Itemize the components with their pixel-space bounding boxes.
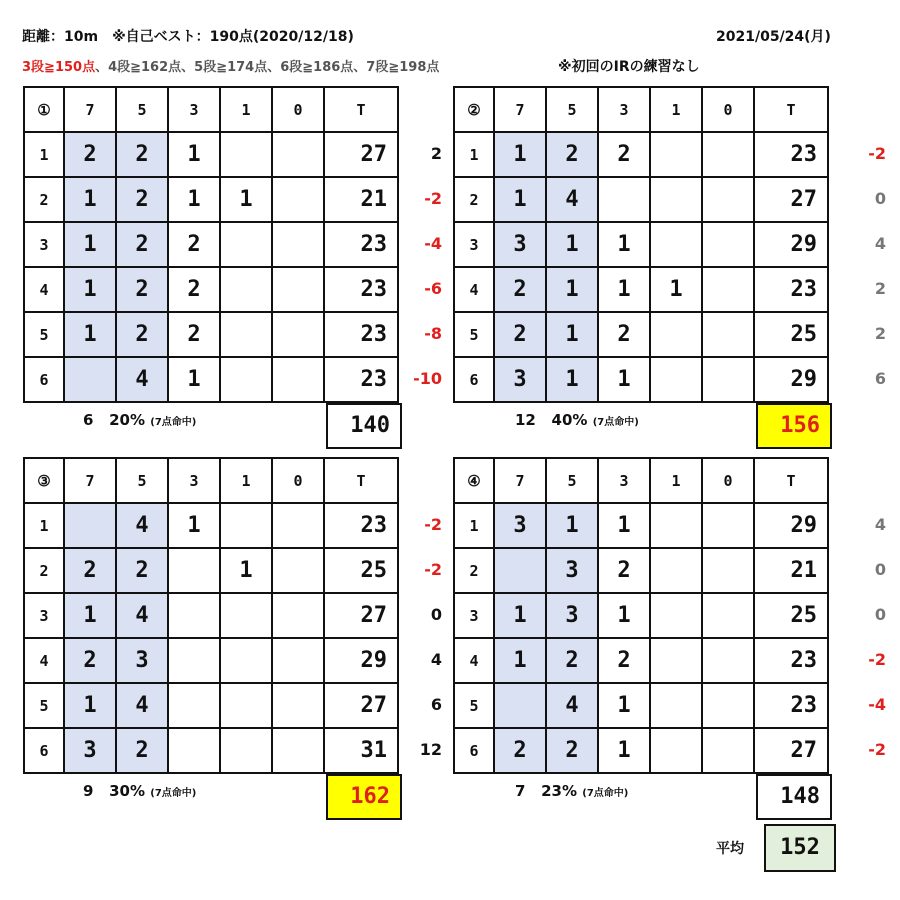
table-row (24, 593, 398, 638)
count-3-cell (168, 683, 220, 728)
count-1-cell (650, 638, 702, 683)
round-label: ③ (24, 458, 64, 503)
end-total-cell: 23 (324, 503, 398, 548)
count-1-cell (650, 728, 702, 773)
column-header-1: 1 (220, 458, 272, 503)
end-total-cell: 23 (754, 683, 828, 728)
cumulative-diff: -10 (413, 369, 442, 388)
column-header-3: 3 (598, 458, 650, 503)
count-3-cell: 1 (168, 132, 220, 177)
count-5-cell: 1 (546, 357, 598, 402)
score-table-round-2 (453, 86, 829, 403)
table-row (454, 222, 828, 267)
end-total-cell: 31 (324, 728, 398, 773)
round-label: ④ (454, 458, 494, 503)
table-row (24, 638, 398, 683)
round-total: 162 (326, 774, 402, 820)
count-0-cell (272, 222, 324, 267)
end-number: 5 (454, 683, 494, 728)
hit-note: (7点命中) (582, 788, 629, 799)
hit-percentage: 20% (109, 411, 146, 429)
end-total-cell: 25 (754, 593, 828, 638)
count-3-cell: 2 (598, 132, 650, 177)
count-7-cell: 1 (494, 638, 546, 683)
count-7-cell: 3 (64, 728, 116, 773)
cumulative-diff: 0 (874, 189, 886, 208)
end-number: 6 (24, 357, 64, 402)
column-header-7: 7 (494, 458, 546, 503)
count-5-cell: 3 (116, 638, 168, 683)
count-3-cell (168, 638, 220, 683)
column-header-0: 0 (272, 87, 324, 132)
table-row (454, 132, 828, 177)
end-number: 1 (454, 132, 494, 177)
hit-summary (83, 411, 196, 429)
table-row (454, 683, 828, 728)
rank-thresholds (22, 56, 439, 75)
score-table-round-3 (23, 457, 399, 774)
cumulative-diff: -2 (424, 515, 442, 534)
end-number: 3 (24, 593, 64, 638)
cumulative-diff: -2 (424, 560, 442, 579)
table-row (454, 177, 828, 222)
end-total-cell: 29 (754, 357, 828, 402)
hit-percentage: 40% (551, 411, 588, 429)
count-3-cell: 1 (598, 683, 650, 728)
count-1-cell (650, 132, 702, 177)
count-0-cell (272, 357, 324, 402)
count-3-cell: 1 (598, 357, 650, 402)
end-total-cell: 23 (754, 267, 828, 312)
count-7-cell: 2 (64, 132, 116, 177)
end-number: 4 (24, 267, 64, 312)
table-row (454, 357, 828, 402)
count-5-cell: 2 (116, 548, 168, 593)
end-number: 4 (24, 638, 64, 683)
hit-note: (7点命中) (150, 788, 197, 799)
count-7-cell: 1 (494, 593, 546, 638)
count-7-cell: 1 (64, 312, 116, 357)
count-3-cell: 1 (598, 728, 650, 773)
count-1-cell (650, 177, 702, 222)
cumulative-diff: -4 (424, 234, 442, 253)
hit-count: 7 (515, 782, 526, 800)
count-1-cell (220, 267, 272, 312)
count-0-cell (702, 683, 754, 728)
column-header-5: 5 (546, 87, 598, 132)
end-number: 5 (24, 683, 64, 728)
end-number: 2 (454, 548, 494, 593)
count-5-cell: 2 (116, 728, 168, 773)
count-3-cell: 1 (168, 357, 220, 402)
count-7-cell: 2 (64, 548, 116, 593)
count-0-cell (702, 503, 754, 548)
table-row (24, 683, 398, 728)
column-header-3: 3 (168, 458, 220, 503)
cumulative-diff: 0 (430, 605, 442, 624)
hit-summary (515, 782, 628, 800)
column-header-3: 3 (598, 87, 650, 132)
column-header-t: T (754, 87, 828, 132)
end-number: 5 (454, 312, 494, 357)
cumulative-diff: -2 (868, 740, 886, 759)
round-total: 156 (756, 403, 832, 449)
end-total-cell: 25 (324, 548, 398, 593)
cumulative-diff: -2 (424, 189, 442, 208)
end-total-cell: 23 (324, 267, 398, 312)
count-7-cell: 2 (64, 638, 116, 683)
column-header-7: 7 (64, 458, 116, 503)
end-number: 3 (454, 222, 494, 267)
cumulative-diff: 2 (430, 144, 442, 163)
rank-threshold-3: 3段≧150点 (22, 60, 96, 75)
cumulative-diff: -4 (868, 695, 886, 714)
cumulative-diff: 2 (874, 324, 886, 343)
count-7-cell: 1 (494, 132, 546, 177)
count-7-cell (64, 357, 116, 402)
cumulative-diff: -6 (424, 279, 442, 298)
column-header-t: T (324, 87, 398, 132)
count-3-cell: 1 (598, 267, 650, 312)
round-total: 140 (326, 403, 402, 449)
count-3-cell: 2 (168, 312, 220, 357)
end-number: 6 (24, 728, 64, 773)
count-1-cell (220, 638, 272, 683)
cumulative-diff: -8 (424, 324, 442, 343)
count-5-cell: 2 (546, 638, 598, 683)
end-total-cell: 23 (324, 357, 398, 402)
end-total-cell: 23 (324, 312, 398, 357)
count-1-cell: 1 (220, 177, 272, 222)
count-5-cell: 4 (546, 683, 598, 728)
column-header-5: 5 (116, 87, 168, 132)
column-header-t: T (324, 458, 398, 503)
count-7-cell: 1 (64, 683, 116, 728)
column-header-0: 0 (272, 458, 324, 503)
end-total-cell: 29 (754, 222, 828, 267)
count-3-cell: 1 (168, 177, 220, 222)
count-5-cell: 1 (546, 312, 598, 357)
count-7-cell: 2 (494, 267, 546, 312)
count-7-cell: 1 (64, 177, 116, 222)
count-1-cell (650, 357, 702, 402)
cumulative-diff: 4 (874, 234, 886, 253)
end-number: 2 (24, 548, 64, 593)
count-0-cell (702, 728, 754, 773)
table-row (454, 728, 828, 773)
table-row (454, 638, 828, 683)
count-5-cell: 2 (546, 728, 598, 773)
count-0-cell (272, 503, 324, 548)
end-total-cell: 27 (754, 728, 828, 773)
column-header-5: 5 (116, 458, 168, 503)
cumulative-diff: -2 (868, 650, 886, 669)
hit-count: 6 (83, 411, 94, 429)
count-7-cell: 1 (64, 593, 116, 638)
count-5-cell: 2 (116, 222, 168, 267)
column-header-1: 1 (650, 87, 702, 132)
count-7-cell: 3 (494, 503, 546, 548)
count-5-cell: 4 (546, 177, 598, 222)
cumulative-diff: 6 (430, 695, 442, 714)
distance-best-header: 距離：10m ※自己ベスト：190点(2020/12/18) (22, 29, 354, 45)
count-5-cell: 4 (116, 593, 168, 638)
column-header-0: 0 (702, 458, 754, 503)
cumulative-diff: -2 (868, 144, 886, 163)
count-5-cell: 2 (116, 132, 168, 177)
count-0-cell (702, 312, 754, 357)
table-row (454, 503, 828, 548)
count-0-cell (272, 267, 324, 312)
cumulative-diff: 12 (419, 740, 442, 759)
count-3-cell: 1 (598, 593, 650, 638)
count-7-cell: 3 (494, 222, 546, 267)
count-5-cell: 2 (546, 132, 598, 177)
end-total-cell: 23 (324, 222, 398, 267)
count-0-cell (702, 593, 754, 638)
count-0-cell (702, 177, 754, 222)
count-5-cell: 2 (116, 267, 168, 312)
end-number: 4 (454, 638, 494, 683)
score-table-round-1 (23, 86, 399, 403)
count-1-cell (220, 503, 272, 548)
count-1-cell (650, 503, 702, 548)
end-total-cell: 23 (754, 132, 828, 177)
count-5-cell: 3 (546, 593, 598, 638)
column-header-7: 7 (64, 87, 116, 132)
round-label: ② (454, 87, 494, 132)
count-0-cell (272, 132, 324, 177)
end-number: 6 (454, 357, 494, 402)
date-header: 2021/05/24(月) (716, 29, 831, 45)
count-0-cell (702, 222, 754, 267)
count-3-cell: 2 (168, 267, 220, 312)
count-7-cell: 1 (494, 177, 546, 222)
hit-percentage: 30% (109, 782, 146, 800)
count-0-cell (702, 267, 754, 312)
table-row (24, 357, 398, 402)
count-0-cell (702, 638, 754, 683)
count-0-cell (272, 177, 324, 222)
count-5-cell: 2 (116, 177, 168, 222)
hit-percentage: 23% (541, 782, 578, 800)
hit-note: (7点命中) (592, 417, 639, 428)
count-3-cell (168, 593, 220, 638)
table-row (454, 312, 828, 357)
count-7-cell: 2 (494, 728, 546, 773)
count-0-cell (702, 132, 754, 177)
count-0-cell (272, 683, 324, 728)
column-header-3: 3 (168, 87, 220, 132)
count-3-cell: 1 (598, 222, 650, 267)
count-3-cell: 2 (168, 222, 220, 267)
average-value: 152 (764, 824, 836, 872)
count-0-cell (702, 548, 754, 593)
count-1-cell (220, 132, 272, 177)
count-0-cell (272, 548, 324, 593)
count-1-cell (650, 222, 702, 267)
count-1-cell (650, 593, 702, 638)
count-3-cell: 1 (168, 503, 220, 548)
count-3-cell (168, 728, 220, 773)
end-number: 2 (454, 177, 494, 222)
end-number: 6 (454, 728, 494, 773)
column-header-0: 0 (702, 87, 754, 132)
count-3-cell: 1 (598, 503, 650, 548)
table-row (24, 312, 398, 357)
count-5-cell: 2 (116, 312, 168, 357)
practice-note: ※初回のIRの練習なし (558, 59, 700, 75)
hit-note: (7点命中) (150, 417, 197, 428)
end-number: 4 (454, 267, 494, 312)
end-total-cell: 25 (754, 312, 828, 357)
count-1-cell (650, 312, 702, 357)
end-total-cell: 21 (324, 177, 398, 222)
cumulative-diff: 4 (874, 515, 886, 534)
round-label: ① (24, 87, 64, 132)
end-number: 1 (24, 132, 64, 177)
hit-summary (515, 411, 639, 429)
table-row (454, 593, 828, 638)
end-number: 3 (24, 222, 64, 267)
count-0-cell (702, 357, 754, 402)
hit-summary (83, 782, 196, 800)
column-header-5: 5 (546, 458, 598, 503)
table-row (24, 503, 398, 548)
count-5-cell: 3 (546, 548, 598, 593)
count-7-cell: 1 (64, 267, 116, 312)
table-row (24, 267, 398, 312)
table-row (454, 267, 828, 312)
table-row (24, 222, 398, 267)
count-7-cell: 2 (494, 312, 546, 357)
end-number: 1 (454, 503, 494, 548)
end-total-cell: 29 (324, 638, 398, 683)
table-row (24, 132, 398, 177)
table-row (24, 548, 398, 593)
table-row (24, 728, 398, 773)
count-1-cell: 1 (220, 548, 272, 593)
end-total-cell: 27 (754, 177, 828, 222)
count-5-cell: 1 (546, 222, 598, 267)
count-1-cell (650, 683, 702, 728)
column-header-1: 1 (650, 458, 702, 503)
score-table-round-4 (453, 457, 829, 774)
table-row (24, 177, 398, 222)
end-total-cell: 27 (324, 593, 398, 638)
cumulative-diff: 2 (874, 279, 886, 298)
count-1-cell (650, 548, 702, 593)
end-total-cell: 29 (754, 503, 828, 548)
count-5-cell: 4 (116, 357, 168, 402)
count-5-cell: 1 (546, 267, 598, 312)
count-1-cell (220, 312, 272, 357)
count-1-cell (220, 683, 272, 728)
column-header-7: 7 (494, 87, 546, 132)
end-total-cell: 27 (324, 132, 398, 177)
count-1-cell (220, 222, 272, 267)
count-3-cell: 2 (598, 638, 650, 683)
count-5-cell: 4 (116, 683, 168, 728)
count-7-cell: 3 (494, 357, 546, 402)
hit-count: 12 (515, 411, 536, 429)
count-3-cell (598, 177, 650, 222)
count-0-cell (272, 728, 324, 773)
end-total-cell: 23 (754, 638, 828, 683)
cumulative-diff: 0 (874, 560, 886, 579)
column-header-1: 1 (220, 87, 272, 132)
end-number: 3 (454, 593, 494, 638)
cumulative-diff: 0 (874, 605, 886, 624)
count-3-cell: 2 (598, 548, 650, 593)
count-3-cell (168, 548, 220, 593)
count-0-cell (272, 312, 324, 357)
end-total-cell: 27 (324, 683, 398, 728)
rank-threshold-others: 、4段≧162点、5段≧174点、6段≧186点、7段≧198点 (95, 60, 440, 75)
count-1-cell: 1 (650, 267, 702, 312)
end-number: 2 (24, 177, 64, 222)
count-1-cell (220, 728, 272, 773)
cumulative-diff: 6 (874, 369, 886, 388)
count-1-cell (220, 593, 272, 638)
table-row (454, 548, 828, 593)
count-0-cell (272, 638, 324, 683)
hit-count: 9 (83, 782, 94, 800)
count-3-cell: 2 (598, 312, 650, 357)
count-7-cell (64, 503, 116, 548)
count-7-cell (494, 683, 546, 728)
count-5-cell: 4 (116, 503, 168, 548)
end-number: 5 (24, 312, 64, 357)
count-1-cell (220, 357, 272, 402)
end-total-cell: 21 (754, 548, 828, 593)
count-7-cell (494, 548, 546, 593)
end-number: 1 (24, 503, 64, 548)
round-total: 148 (756, 774, 832, 820)
count-0-cell (272, 593, 324, 638)
count-7-cell: 1 (64, 222, 116, 267)
count-5-cell: 1 (546, 503, 598, 548)
column-header-t: T (754, 458, 828, 503)
average-label: 平均 (716, 841, 744, 857)
cumulative-diff: 4 (430, 650, 442, 669)
